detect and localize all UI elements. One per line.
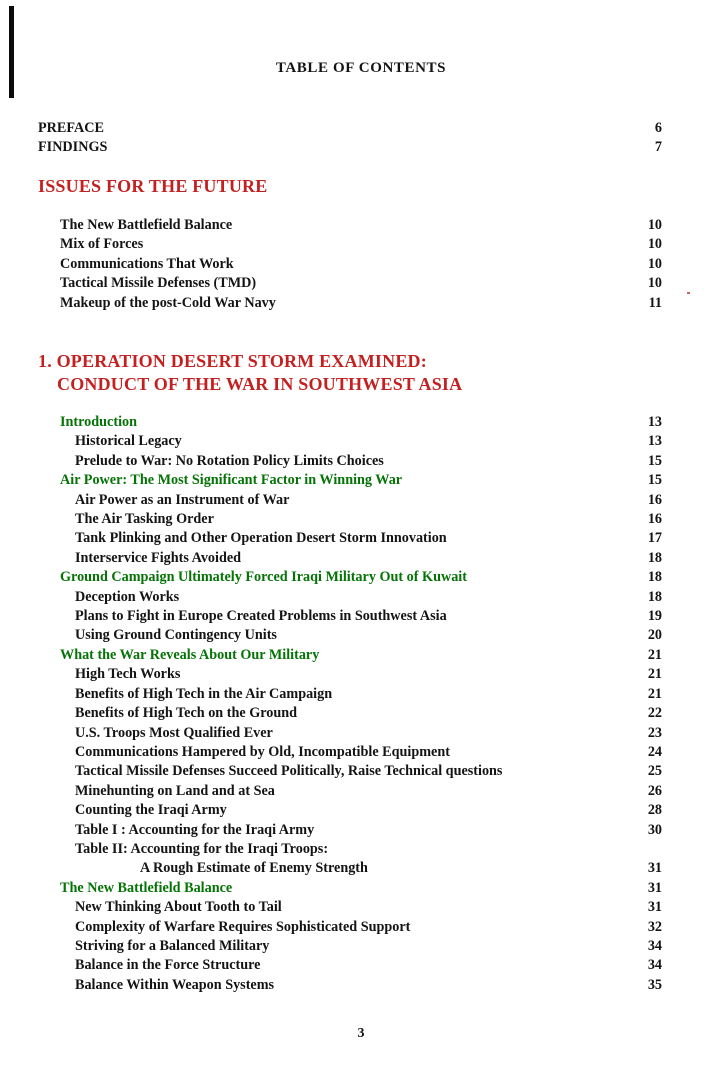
toc-entry-page: 18 (647, 549, 662, 566)
chapter-heading (38, 350, 662, 396)
toc-entry-page: 21 (647, 666, 662, 683)
toc-row (38, 956, 662, 975)
toc-entry-label: Air Power: The Most Significant Factor in Winning War (60, 472, 403, 489)
toc-entry-page: 10 (647, 255, 662, 272)
toc-row (38, 743, 662, 762)
toc-entry-label: Interservice Fights Avoided (75, 549, 242, 566)
toc-entry-page: 21 (647, 685, 662, 702)
toc-entry-label: Table I : Accounting for the Iraqi Army (75, 821, 315, 838)
toc-entry-page: 35 (647, 976, 662, 993)
toc-entry-page: 31 (647, 899, 662, 916)
toc-entry-label: Minehunting on Land and at Sea (75, 782, 275, 799)
toc-entry-label: Using Ground Contingency Units (75, 627, 277, 644)
scan-artifact-bar (9, 6, 14, 98)
toc-entry-label: Striving for a Balanced Military (75, 937, 270, 954)
toc-row (38, 704, 662, 723)
folio-page-number: 3 (357, 1026, 365, 1041)
toc-row (38, 471, 662, 490)
toc-entry-page: 32 (647, 918, 662, 935)
front-matter-list (38, 119, 662, 158)
toc-entry-label: Tactical Missile Defenses Succeed Politically, Raise Technical questions (75, 763, 503, 780)
toc-row (38, 918, 662, 937)
page-title: TABLE OF CONTENTS (275, 60, 447, 76)
toc-entry-page: 18 (647, 588, 662, 605)
toc-row (38, 529, 662, 548)
toc-entry-label: Deception Works (75, 588, 180, 605)
toc-entry-label: Table II: Accounting for the Iraqi Troops: (75, 840, 329, 857)
toc-entry-page: 15 (647, 452, 662, 469)
toc-entry-page: 11 (648, 294, 662, 311)
toc-entry-page: 15 (647, 472, 662, 489)
toc-row (38, 840, 662, 859)
toc-entry-page: 10 (647, 236, 662, 253)
toc-entry-label: FINDINGS (38, 139, 108, 156)
toc-row (38, 898, 662, 917)
toc-entry-page: 34 (647, 937, 662, 954)
toc-entry-page: 16 (647, 511, 662, 528)
toc-row (38, 801, 662, 820)
toc-entry-page: 7 (654, 139, 662, 156)
toc-entry-label: A Rough Estimate of Enemy Strength (140, 860, 368, 877)
toc-entry-label: Benefits of High Tech in the Air Campaign (75, 685, 333, 702)
toc-row (38, 549, 662, 568)
toc-entry-label: The New Battlefield Balance (60, 217, 233, 233)
chapter-heading-line1: 1. OPERATION DESERT STORM EXAMINED: (38, 351, 427, 371)
toc-row (38, 235, 662, 254)
toc-entry-label: The New Battlefield Balance (60, 879, 233, 896)
toc-row (38, 607, 662, 626)
toc-entry-page: 20 (647, 627, 662, 644)
toc-row (38, 138, 662, 157)
toc-entry-label: U.S. Troops Most Qualified Ever (75, 724, 273, 741)
toc-entry-label: Communications That Work (60, 255, 234, 272)
toc-row (38, 937, 662, 956)
toc-entry-label: Prelude to War: No Rotation Policy Limits Choices (75, 452, 384, 469)
toc-row (38, 821, 662, 840)
toc-row (38, 782, 662, 801)
toc-row (38, 762, 662, 781)
toc-entry-page: 30 (647, 821, 662, 838)
toc-row (38, 452, 662, 471)
toc-row (38, 294, 662, 313)
toc-row (38, 724, 662, 743)
toc-entry-label: Balance Within Weapon Systems (75, 976, 275, 993)
toc-entry-label: High Tech Works (75, 666, 181, 683)
toc-entry-page: 24 (647, 743, 662, 760)
toc-entry-page: 31 (647, 860, 662, 877)
toc-entry-label: Tactical Missile Defenses (TMD) (60, 275, 257, 292)
toc-entry-label: Introduction (60, 414, 137, 430)
toc-entry-page: 28 (647, 802, 662, 819)
toc-entry-label: Complexity of Warfare Requires Sophisticated Support (75, 918, 411, 935)
toc-entry-page: 19 (647, 608, 662, 625)
toc-row (38, 491, 662, 510)
toc-row (38, 665, 662, 684)
chapter-heading-line2: CONDUCT OF THE WAR IN SOUTHWEST ASIA (57, 374, 463, 394)
toc-entry-page: 6 (654, 120, 662, 136)
chapter-section-list (38, 413, 662, 995)
toc-row (38, 510, 662, 529)
toc-entry-label: Communications Hampered by Old, Incompatible Equipment (75, 743, 450, 760)
toc-row (38, 976, 662, 995)
toc-entry-label: Historical Legacy (75, 433, 182, 450)
toc-row (38, 568, 662, 587)
toc-entry-label: PREFACE (38, 120, 104, 136)
toc-entry-label: Mix of Forces (60, 236, 144, 253)
toc-entry-label: Benefits of High Tech on the Ground (75, 705, 298, 722)
toc-entry-page: 21 (647, 646, 662, 663)
toc-entry-page: 10 (647, 275, 662, 292)
toc-entry-label: Balance in the Force Structure (75, 957, 261, 974)
toc-entry-page: 13 (647, 414, 662, 430)
toc-entry-page: 17 (647, 530, 662, 547)
toc-row (38, 432, 662, 451)
toc-entry-page: 25 (647, 763, 662, 780)
scan-artifact-speck (687, 292, 690, 294)
toc-entry-page: 34 (647, 957, 662, 974)
toc-row (38, 274, 662, 293)
issues-section-list (38, 216, 662, 313)
toc-row (38, 626, 662, 645)
toc-entry-page: 26 (647, 782, 662, 799)
toc-row (38, 255, 662, 274)
toc-entry-label: New Thinking About Tooth to Tail (75, 899, 282, 916)
toc-entry-page: 23 (647, 724, 662, 741)
toc-row (38, 646, 662, 665)
issues-section-heading: ISSUES FOR THE FUTURE (38, 176, 268, 196)
toc-entry-page: 22 (647, 705, 662, 722)
toc-row (38, 119, 662, 138)
toc-entry-label: Air Power as an Instrument of War (75, 491, 290, 508)
toc-row (38, 588, 662, 607)
toc-entry-label: Ground Campaign Ultimately Forced Iraqi Military Out of Kuwait (60, 569, 467, 586)
toc-row (38, 685, 662, 704)
toc-entry-label: Counting the Iraqi Army (75, 802, 227, 819)
toc-entry-label: The Air Tasking Order (75, 511, 214, 528)
toc-entry-page: 13 (647, 433, 662, 450)
toc-row (38, 216, 662, 235)
toc-entry-label: Plans to Fight in Europe Created Problems in Southwest Asia (75, 608, 447, 625)
toc-row (38, 413, 662, 432)
toc-row (38, 879, 662, 898)
toc-entry-label: Makeup of the post-Cold War Navy (60, 294, 276, 311)
toc-entry-label: Tank Plinking and Other Operation Desert Storm Innovation (75, 530, 447, 547)
toc-row (38, 859, 662, 878)
toc-entry-label: What the War Reveals About Our Military (60, 646, 320, 663)
toc-entry-page: 10 (647, 217, 662, 233)
toc-entry-page: 18 (647, 569, 662, 586)
toc-entry-page: 31 (647, 879, 662, 896)
toc-entry-page: 16 (647, 491, 662, 508)
